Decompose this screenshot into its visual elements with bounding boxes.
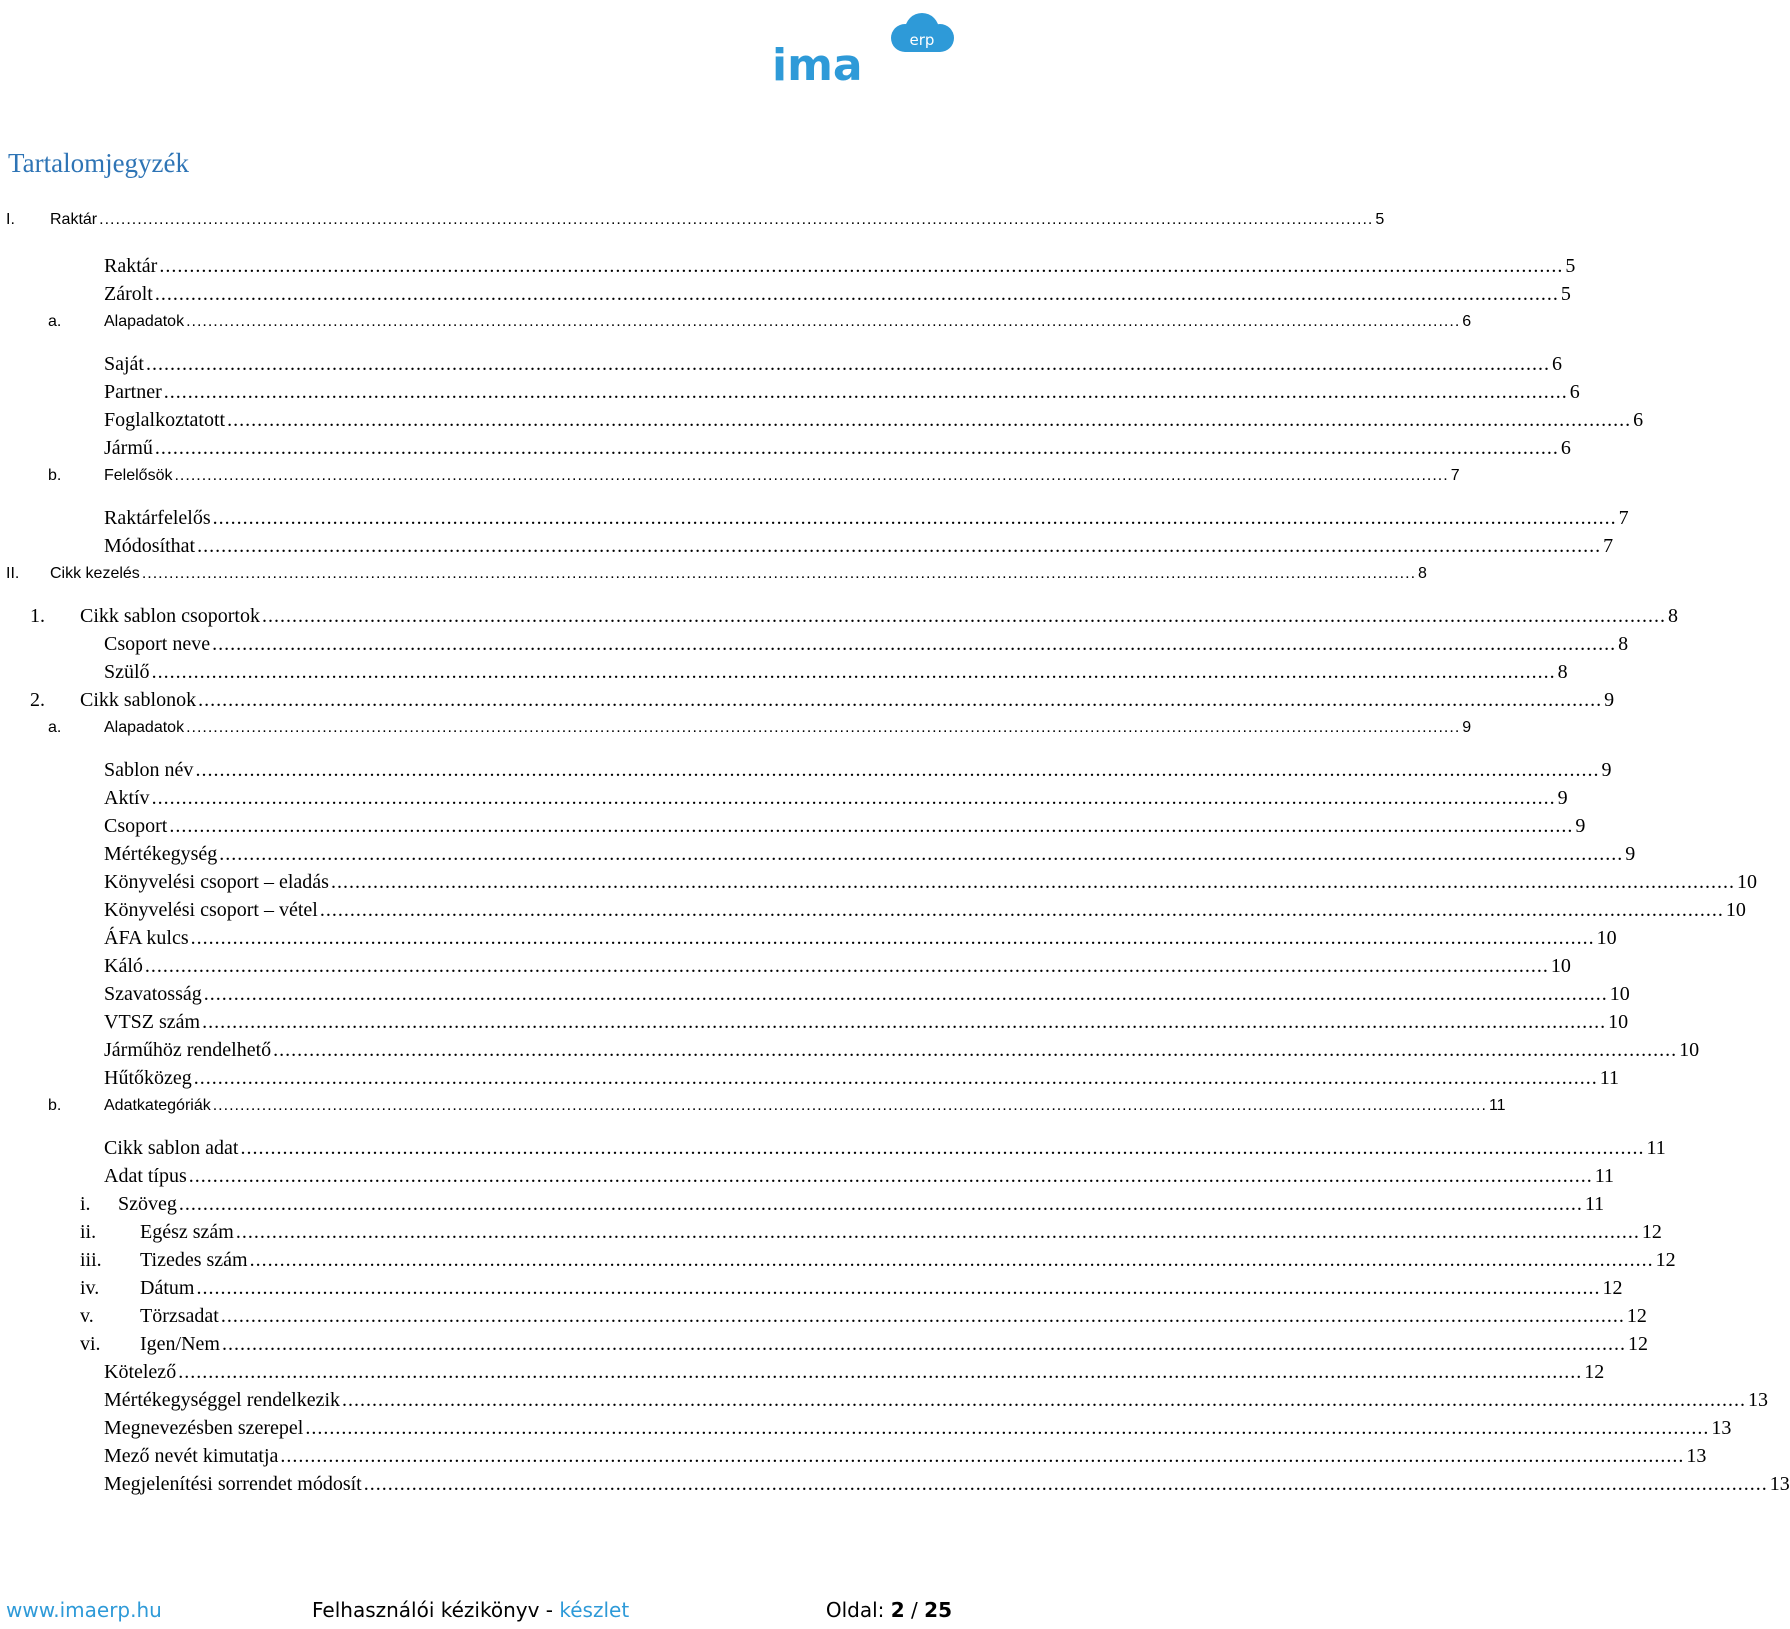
toc-dot-leader	[331, 869, 1735, 895]
toc-entry-page: 7	[1618, 507, 1629, 529]
toc-dot-leader	[174, 463, 1448, 489]
toc-entry[interactable]	[104, 379, 1580, 405]
toc-entry[interactable]	[48, 309, 1472, 335]
toc-entry-label: Törzsadat	[140, 1305, 219, 1327]
toc-entry-label: Csoport	[104, 815, 168, 837]
toc-entry-page: 9	[1604, 689, 1615, 711]
toc-entry-label: Igen/Nem	[140, 1333, 220, 1355]
toc-entry[interactable]	[30, 687, 1615, 713]
toc-entry[interactable]	[48, 715, 1472, 741]
toc-entry-label: Mező nevét kimutatja	[104, 1445, 279, 1467]
toc-entry-page: 5	[1565, 255, 1576, 277]
toc-entry-number: iii.	[80, 1249, 102, 1271]
toc-entry[interactable]	[104, 953, 1571, 979]
toc-entry-page: 13	[1686, 1445, 1707, 1467]
toc-entry-label: VTSZ szám	[104, 1011, 201, 1033]
footer-manual-title	[312, 1598, 629, 1622]
toc-dot-leader	[364, 1471, 1768, 1497]
toc-entry-page: 10	[1596, 927, 1617, 949]
footer-page-sep: /	[904, 1598, 925, 1622]
toc-entry[interactable]	[104, 351, 1562, 377]
toc-entry-page: 12	[1626, 1305, 1647, 1327]
toc-entry-label: Egész szám	[140, 1221, 234, 1243]
toc-entry[interactable]	[104, 869, 1757, 895]
toc-entry-page: 10	[1725, 899, 1746, 921]
toc-entry-page: 6	[1569, 381, 1580, 403]
toc-entry[interactable]	[104, 1443, 1707, 1469]
toc-entry-label: Módosíthat	[104, 535, 196, 557]
toc-entry-page: 5	[1560, 283, 1571, 305]
toc-dot-leader	[213, 505, 1617, 531]
toc-entry-page: 10	[1608, 1011, 1629, 1033]
toc-entry[interactable]	[30, 603, 1678, 629]
toc-entry-label: Szülő	[104, 661, 150, 683]
toc-entry[interactable]	[6, 561, 1427, 587]
toc-entry[interactable]	[104, 813, 1586, 839]
toc-entry-page: 8	[1418, 565, 1427, 582]
toc-entry-number: b.	[48, 1097, 62, 1114]
toc-entry[interactable]	[80, 1219, 1662, 1245]
toc-entry[interactable]	[104, 281, 1571, 307]
toc-entry-number: iv.	[80, 1277, 100, 1299]
toc-entry[interactable]	[104, 785, 1568, 811]
toc-entry-label: Adat típus	[104, 1165, 187, 1187]
toc-entry[interactable]	[104, 659, 1568, 685]
toc-dot-leader	[179, 1191, 1583, 1217]
toc-entry[interactable]	[48, 463, 1460, 489]
toc-entry-label: Kötelező	[104, 1361, 177, 1383]
toc-dot-leader	[197, 533, 1601, 559]
toc-dot-leader	[178, 1359, 1582, 1385]
toc-entry[interactable]	[104, 841, 1636, 867]
toc-dot-leader	[222, 1331, 1626, 1357]
logo-wordmark: ima	[772, 40, 863, 91]
toc-entry-label: Káló	[104, 955, 143, 977]
toc-entry-label: Csoport neve	[104, 633, 211, 655]
toc-entry-label: Saját	[104, 353, 144, 375]
toc-entry-page: 9	[1557, 787, 1568, 809]
toc-entry-page: 7	[1603, 535, 1614, 557]
toc-entry-page: 13	[1769, 1473, 1790, 1495]
toc-entry-label: Cikk sablonok	[80, 689, 197, 711]
toc-entry[interactable]	[104, 253, 1576, 279]
toc-entry-page: 11	[1488, 1097, 1506, 1114]
toc-entry-label: Raktár	[104, 255, 158, 277]
toc-dot-leader	[152, 785, 1556, 811]
toc-entry[interactable]	[104, 1065, 1620, 1091]
toc-entry-label: Mértékegység	[104, 843, 218, 865]
toc-entry-page: 9	[1625, 843, 1636, 865]
toc-entry[interactable]	[6, 207, 1385, 233]
toc-entry-label: Alapadatok	[104, 719, 185, 736]
toc-entry-page: 7	[1450, 467, 1460, 484]
toc-entry[interactable]	[104, 757, 1612, 783]
toc-entry-page: 13	[1748, 1389, 1769, 1411]
toc-dot-leader	[194, 1065, 1598, 1091]
toc-entry-label: Raktár	[50, 211, 98, 228]
toc-dot-leader	[196, 1275, 1600, 1301]
page-footer	[0, 1592, 960, 1628]
toc-entry-page: 6	[1552, 353, 1562, 375]
toc-entry-page: 11	[1599, 1067, 1620, 1089]
toc-entry[interactable]	[104, 897, 1746, 923]
toc-entry-page: 12	[1627, 1333, 1648, 1355]
toc-dot-leader	[152, 659, 1556, 685]
toc-entry-label: Szavatosság	[104, 983, 202, 1005]
toc-dot-leader	[142, 561, 1416, 587]
toc-entry[interactable]	[104, 1135, 1666, 1161]
toc-entry-number: v.	[80, 1305, 94, 1327]
toc-dot-leader	[320, 897, 1724, 923]
toc-entry-label: Aktív	[104, 787, 150, 809]
footer-page-total: 25	[924, 1598, 952, 1622]
toc-dot-leader	[189, 1163, 1593, 1189]
toc-entry-label: Raktárfelelős	[104, 507, 211, 529]
toc-entry-label: Dátum	[140, 1277, 195, 1299]
toc-dot-leader	[186, 715, 1460, 741]
toc-entry[interactable]	[48, 1093, 1506, 1119]
toc-dot-leader	[195, 757, 1599, 783]
toc-dot-leader	[169, 813, 1573, 839]
toc-entry[interactable]	[104, 1163, 1615, 1189]
footer-module: készlet	[559, 1598, 630, 1622]
toc-entry-number: i.	[80, 1193, 91, 1215]
toc-dot-leader	[262, 603, 1666, 629]
toc-entry-label: Megnevezésben szerepel	[104, 1417, 304, 1439]
toc-entry-label: Tizedes szám	[140, 1249, 248, 1271]
toc-entry-page: 12	[1655, 1249, 1676, 1271]
toc-entry[interactable]	[104, 1359, 1605, 1385]
toc-entry-page: 8	[1668, 605, 1678, 627]
toc-entry-page: 8	[1618, 633, 1629, 655]
toc-entry-label: Cikk kezelés	[50, 565, 140, 582]
toc-entry-label: Zárolt	[104, 283, 153, 305]
footer-page-label: Oldal:	[825, 1598, 891, 1622]
toc-entry-number: I.	[6, 211, 15, 228]
toc-entry[interactable]	[80, 1275, 1623, 1301]
toc-entry-page: 12	[1584, 1361, 1605, 1383]
toc-entry-page: 10	[1609, 983, 1630, 1005]
toc-entry-number: 1.	[30, 605, 45, 627]
toc-entry-label: ÁFA kulcs	[104, 927, 189, 949]
toc-entry-label: Megjelenítési sorrendet módosít	[104, 1473, 362, 1495]
toc-dot-leader	[342, 1387, 1746, 1413]
logo-badge-text: erp	[909, 31, 935, 49]
toc-entry-page: 11	[1594, 1165, 1615, 1187]
toc-dot-leader	[145, 953, 1549, 979]
toc-dot-leader	[280, 1443, 1684, 1469]
toc-dot-leader	[155, 435, 1559, 461]
toc-dot-leader	[202, 1009, 1606, 1035]
toc-entry-number: b.	[48, 467, 62, 484]
toc-dot-leader	[191, 925, 1595, 951]
toc-entry-label: Cikk sablon adat	[104, 1137, 239, 1159]
toc-entry-page: 6	[1560, 437, 1571, 459]
toc-entry[interactable]	[104, 1009, 1629, 1035]
toc-dot-leader	[159, 253, 1563, 279]
toc-entry-number: a.	[48, 719, 62, 736]
toc-entry-number: ii.	[80, 1221, 97, 1243]
toc-entry[interactable]	[80, 1247, 1676, 1273]
footer-page-current: 2	[890, 1598, 905, 1622]
toc-entry-number: a.	[48, 313, 62, 330]
toc-dot-leader	[250, 1247, 1654, 1273]
toc-entry-page: 9	[1575, 815, 1586, 837]
toc-entry-label: Hűtőközeg	[104, 1067, 192, 1089]
toc-dot-leader	[213, 1093, 1487, 1119]
toc-entry-label: Partner	[104, 381, 162, 403]
toc-entry-page: 10	[1550, 955, 1571, 977]
toc-entry-label: Sablon név	[104, 759, 194, 781]
toc-entry[interactable]	[104, 1037, 1700, 1063]
toc-entry[interactable]	[80, 1191, 1605, 1217]
toc-entry-page: 8	[1557, 661, 1568, 683]
toc-entry-label: Cikk sablon csoportok	[80, 605, 260, 627]
toc-dot-leader	[99, 207, 1373, 233]
toc-entry-page: 10	[1679, 1039, 1700, 1061]
toc-entry[interactable]	[104, 1415, 1732, 1441]
toc-entry-label: Foglalkoztatott	[104, 409, 226, 431]
toc-entry-page: 6	[1633, 409, 1644, 431]
toc-entry-label: Adatkategóriák	[104, 1097, 211, 1114]
toc-dot-leader	[236, 1219, 1640, 1245]
toc-entry[interactable]	[104, 505, 1629, 531]
toc-entry-page: 11	[1584, 1193, 1605, 1215]
toc-entry[interactable]	[80, 1303, 1647, 1329]
toc-entry-label: Jármű	[104, 437, 153, 459]
ima-erp-logo-graphic	[772, 8, 960, 91]
toc-entry-label: Szöveg	[118, 1193, 177, 1215]
toc-entry-label: Könyvelési csoport – vétel	[104, 899, 318, 921]
toc-entry-label: Alapadatok	[104, 313, 185, 330]
toc-dot-leader	[164, 379, 1568, 405]
toc-dot-leader	[305, 1415, 1709, 1441]
toc-entry-page: 9	[1601, 759, 1612, 781]
toc-entry-number: II.	[6, 565, 20, 582]
toc-dot-leader	[146, 351, 1550, 377]
toc-entry-page: 12	[1602, 1277, 1623, 1299]
toc-dot-leader	[221, 1303, 1625, 1329]
toc-entry[interactable]	[104, 981, 1630, 1007]
toc-entry-label: Könyvelési csoport – eladás	[104, 871, 329, 893]
toc-entry[interactable]	[104, 435, 1571, 461]
toc-entry-number: 2.	[30, 689, 45, 711]
toc-entry-page: 6	[1462, 313, 1472, 330]
toc-entry-label: Mértékegységgel rendelkezik	[104, 1389, 341, 1411]
toc-dot-leader	[204, 981, 1608, 1007]
toc-entry-page: 13	[1711, 1417, 1732, 1439]
toc-entry-page: 10	[1736, 871, 1757, 893]
toc-entry[interactable]	[104, 631, 1629, 657]
toc-entry-label: Felelősök	[104, 467, 173, 484]
toc-entry[interactable]	[104, 1471, 1790, 1497]
footer-manual-label: Felhasználói kézikönyv -	[312, 1598, 560, 1622]
toc-entry[interactable]	[104, 407, 1644, 433]
footer-website[interactable]: www.imaerp.hu	[6, 1598, 162, 1622]
toc-entry[interactable]	[80, 1331, 1648, 1357]
footer-page-number	[826, 1598, 952, 1622]
toc-entry-page: 11	[1646, 1137, 1666, 1159]
toc-dot-leader	[227, 407, 1631, 433]
toc-entry-page: 9	[1462, 719, 1472, 736]
toc-entry-page: 12	[1641, 1221, 1662, 1243]
toc-dot-leader	[155, 281, 1559, 307]
toc-entry-label: Járműhöz rendelhető	[104, 1039, 272, 1061]
toc-entry[interactable]	[104, 1387, 1769, 1413]
toc-entry[interactable]	[104, 533, 1614, 559]
toc-dot-leader	[212, 631, 1616, 657]
toc-dot-leader	[219, 841, 1623, 867]
toc-entry-page: 5	[1375, 211, 1385, 228]
toc-dot-leader	[273, 1037, 1677, 1063]
toc-dot-leader	[186, 309, 1460, 335]
toc-entry-number: vi.	[80, 1333, 101, 1355]
toc-dot-leader	[240, 1135, 1644, 1161]
toc-dot-leader	[198, 687, 1602, 713]
ima-erp-logo	[772, 8, 960, 91]
toc-entry[interactable]	[104, 925, 1617, 951]
toc-title: Tartalomjegyzék	[8, 148, 190, 178]
